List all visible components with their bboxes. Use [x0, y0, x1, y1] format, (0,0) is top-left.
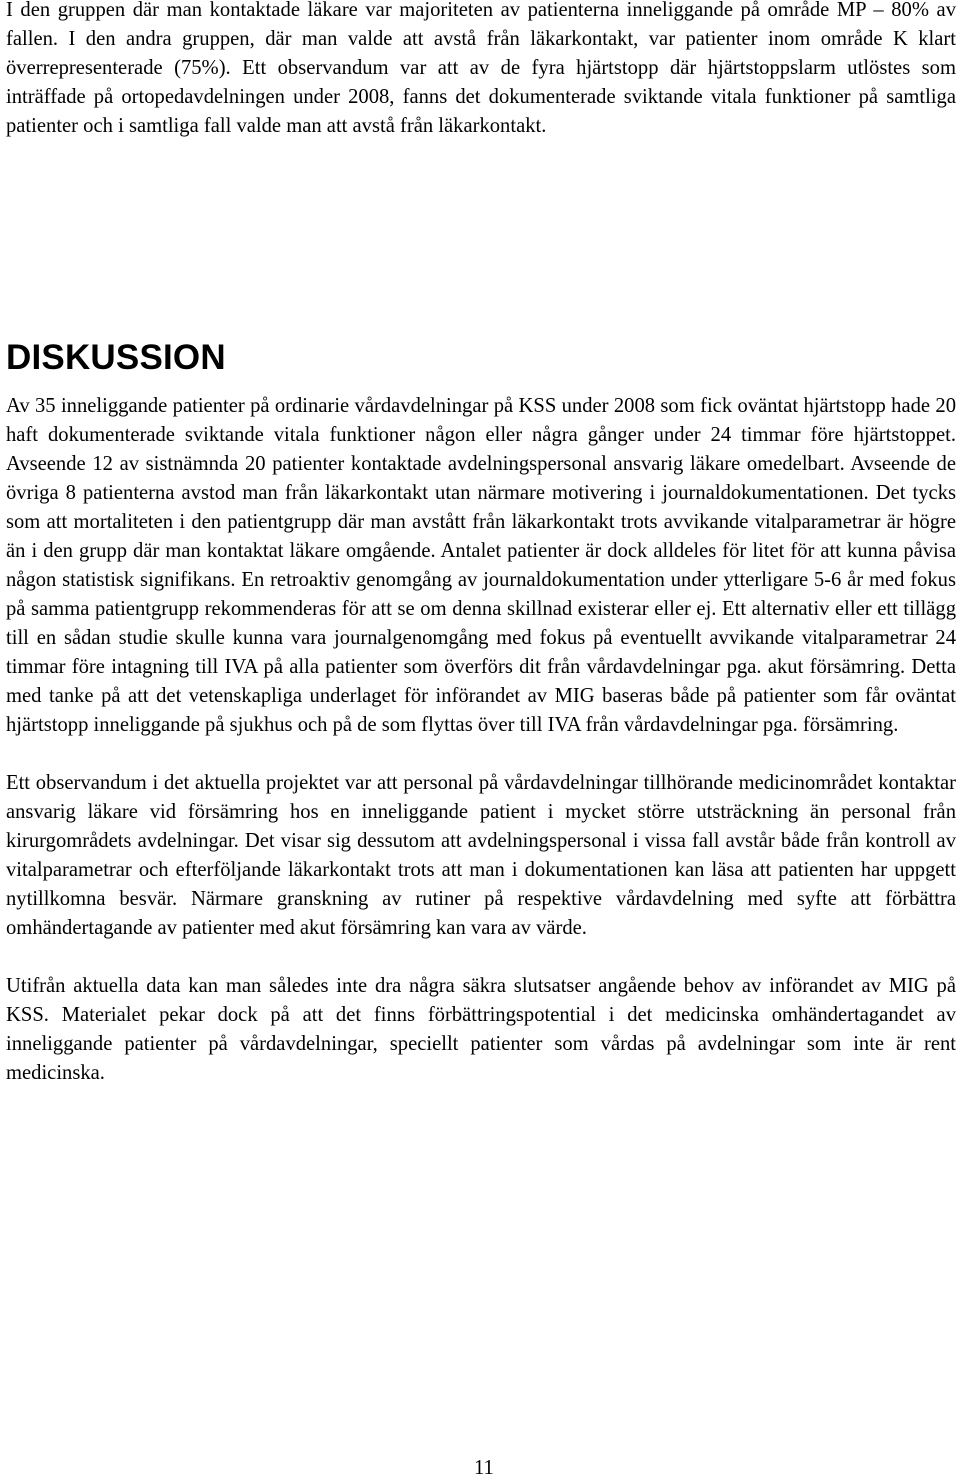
section-heading: DISKUSSION	[6, 338, 226, 377]
discussion-paragraph-1: Av 35 inneliggande patienter på ordinarie vårdavdelningar på KSS under 2008 som fick oväntat hjärtstopp hade 20 haft dokumenterade sviktande vitala funktioner någon eller några gånger under 24 timmar före hjärtstoppet. Avseende 12 av sistnämnda 20 patienter kontaktade avdelningspersonal ansvarig läkare omedelbart. Avseende de övriga 8 patienterna avstod man från läkarkontakt utan närmare motivering i journaldokumentationen. Det tycks som att mortaliteten i den patientgrupp där man avstått från läkarkontakt trots avvikande vitalparametrar är högre än i den grupp där man kontaktat läkare omgående. Antalet patienter är dock alldeles för litet för att kunna påvisa någon statistisk signifikans. En retroaktiv genomgång av journaldokumentation under ytterligare 5-6 år med fokus på samma patientgrupp rekommenderas för att se om denna skillnad existerar eller ej. Ett alternativ eller ett tillägg till en sådan studie skulle kunna vara journalgenomgång med fokus på eventuellt avvikande vitalparametrar 24 timmar före intagning till IVA på alla patienter som överförs dit från vårdavdelningar pga. akut försämring. Detta med tanke på att det vetenskapliga underlaget för införandet av MIG baseras både på patienter som får oväntat hjärtstopp inneliggande på sjukhus och på de som flyttas över till IVA från vårdavdelningar pga. försämring.	[6, 395, 956, 736]
intro-paragraph: I den gruppen där man kontaktade läkare var majoriteten av patienterna inneliggande på område MP – 80% av fallen. I den andra gruppen, där man valde att avstå från läkarkontakt, var patienter inom område K klart överrepresenterade (75%). Ett observandum var att av de fyra hjärtstopp där hjärtstoppslarm utlöstes som inträffade på ortopedavdelningen under 2008, fanns det dokumenterade sviktande vitala funktioner på samtliga patienter och i samtliga fall valde man att avstå från läkarkontakt.	[6, 0, 956, 137]
paragraph-gap	[6, 740, 956, 769]
document-page	[6, 0, 956, 1480]
page-number: 11	[474, 1457, 494, 1479]
paragraph-gap	[6, 943, 956, 972]
discussion-body	[6, 392, 956, 1088]
discussion-paragraph-2: Ett observandum i det aktuella projektet var att personal på vårdavdelningar tillhörande medicinområdet kontaktar ansvarig läkare vid försämring hos en inneliggande patient i mycket större utsträckning än personal från kirurgområdets avdelningar. Det visar sig dessutom att avdelningspersonal i vissa fall avstår både från kontroll av vitalparametrar och efterföljande läkarkontakt trots att man i dokumentationen kan läsa att patienten har uppgett nytillkomna besvär. Närmare granskning av rutiner på respektive vårdavdelning med syfte att förbättra omhändertagande av patienter med akut försämring kan vara av värde.	[6, 772, 956, 939]
discussion-paragraph-3: Utifrån aktuella data kan man således inte dra några säkra slutsatser angående behov av införandet av MIG på KSS. Materialet pekar dock på att det finns förbättringspotential i det medicinska omhändertagandet av inneliggande patienter på vårdavdelningar, speciellt patienter som vårdas på avdelningar som inte är rent medicinska.	[6, 975, 956, 1084]
